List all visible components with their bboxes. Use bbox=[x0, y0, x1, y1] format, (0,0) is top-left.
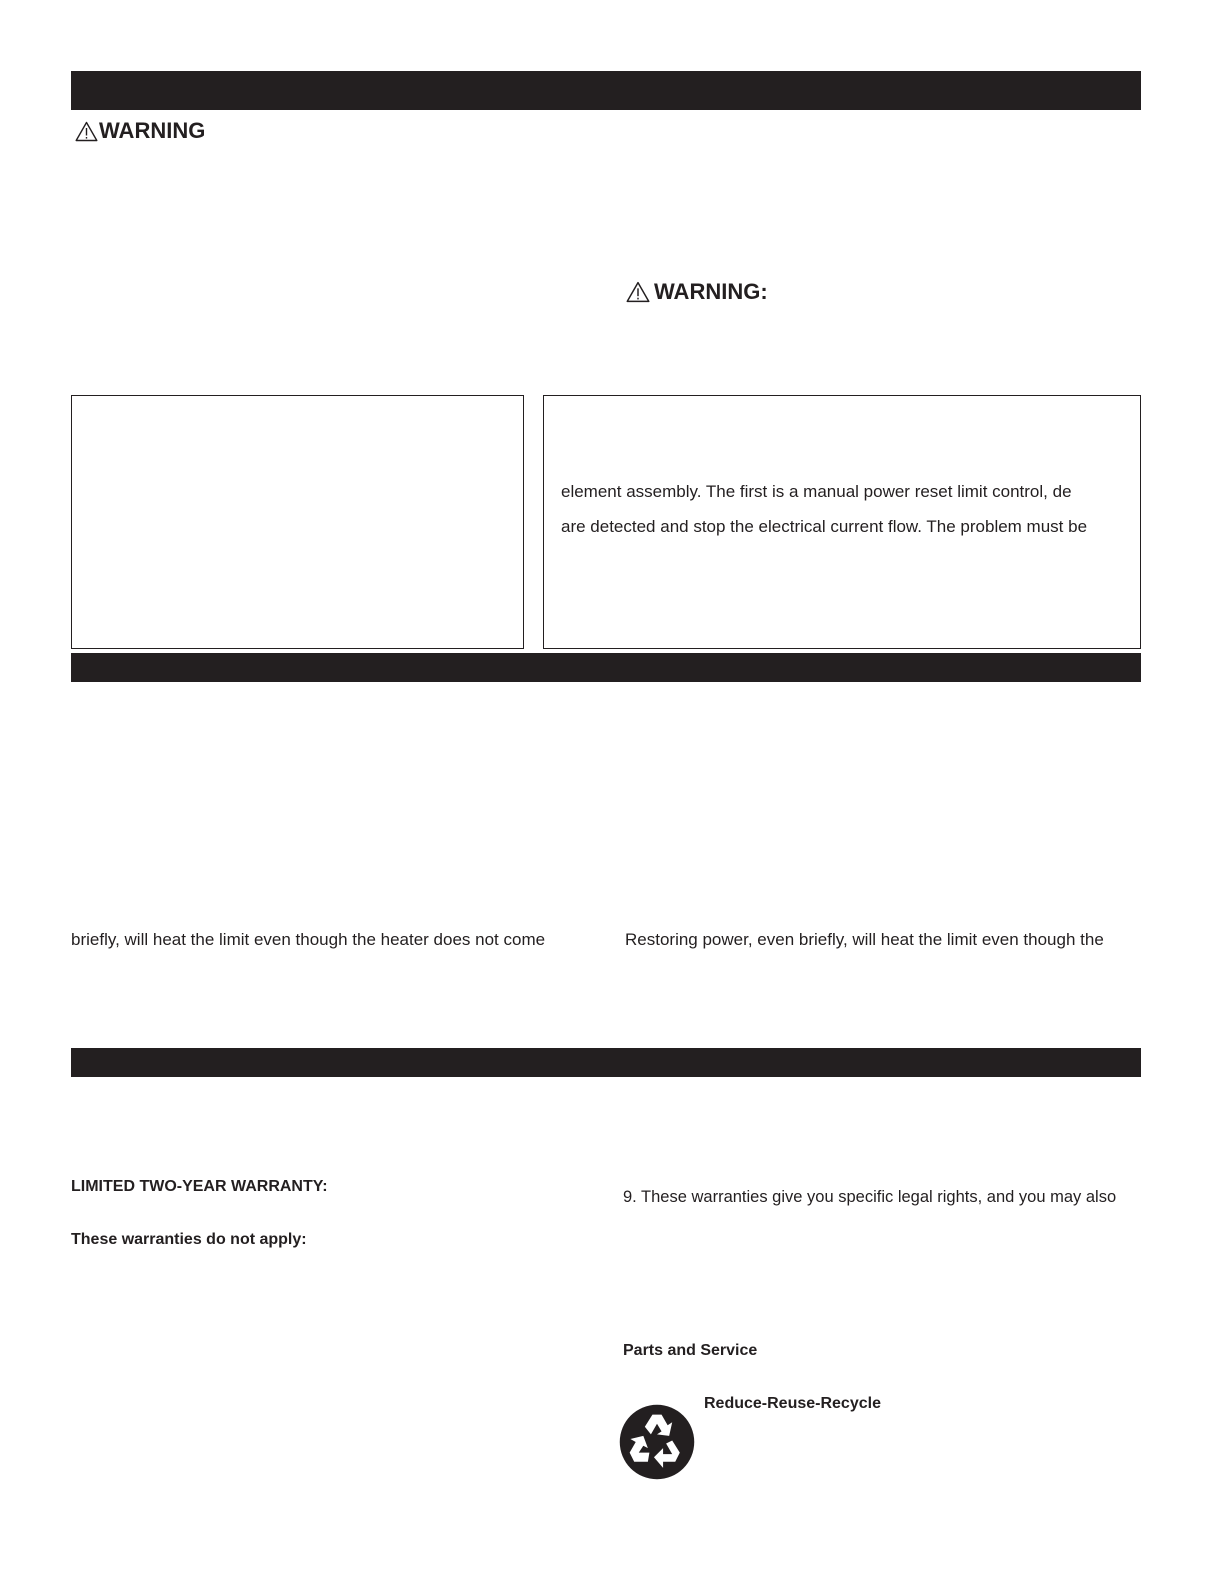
warning-heading-2 bbox=[626, 279, 768, 305]
warning-triangle-icon bbox=[626, 281, 650, 303]
warranty-item-9: 9. These warranties give you specific legal rights, and you may also bbox=[623, 1188, 1117, 1206]
warning-heading bbox=[75, 118, 205, 144]
warranty-exclusions-heading: These warranties do not apply: bbox=[71, 1231, 307, 1248]
section-header-bar bbox=[71, 1048, 1141, 1077]
recycle-heading: Reduce-Reuse-Recycle bbox=[704, 1395, 881, 1412]
warning-triangle-icon bbox=[75, 121, 98, 142]
recycle-icon bbox=[619, 1404, 695, 1480]
warranty-title: LIMITED TWO-YEAR WARRANTY: bbox=[71, 1178, 328, 1195]
parts-service-heading: Parts and Service bbox=[623, 1342, 758, 1359]
warning-label: WARNING: bbox=[654, 279, 768, 304]
box-text-line: element assembly. The first is a manual power reset limit control, de bbox=[561, 482, 1072, 501]
body-text-line: Restoring power, even briefly, will heat the limit even though the bbox=[625, 930, 1104, 949]
body-text-line: briefly, will heat the limit even though the heater does not come bbox=[71, 930, 546, 949]
box-text-line: are detected and stop the electrical current flow. The problem must be bbox=[561, 517, 1088, 536]
section-header-bar bbox=[71, 653, 1141, 682]
warning-label: WARNING bbox=[99, 118, 206, 143]
section-header-bar bbox=[71, 71, 1141, 110]
info-box-left bbox=[71, 395, 524, 649]
info-box-right bbox=[543, 395, 1141, 649]
